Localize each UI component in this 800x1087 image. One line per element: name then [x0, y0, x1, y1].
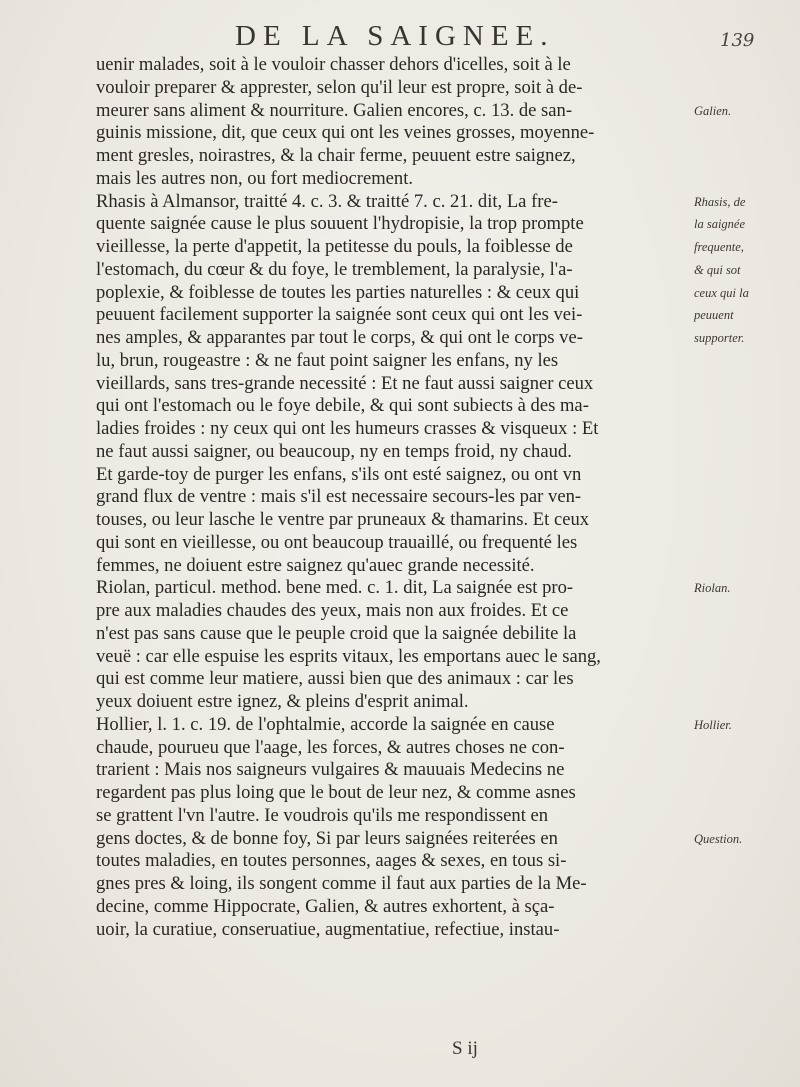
text-line: touses, ou leur lasche le ventre par pruneaux & thamarins. Et ceux [96, 509, 590, 530]
text-line: regardent pas plus loing que le bout de leur nez, & comme asnes [96, 782, 576, 803]
text-line: decine, comme Hippocrate, Galien, & autres exhortent, à sça- [96, 895, 555, 917]
text-line: vieillesse, la perte d'appetit, la petitesse du pouls, la foiblesse de [96, 236, 573, 257]
text-line: femmes, ne doiuent estre saignez qu'auec grande necessité. [96, 554, 535, 576]
signature-mark: S ij [452, 1038, 478, 1059]
margin-note: Hollier. [694, 717, 732, 732]
text-line: lu, brun, rougeastre : & ne faut point saigner les enfans, ny les [96, 349, 559, 371]
text-line: qui ont l'estomach ou le foye debile, & qui sont subiects à des ma- [96, 395, 589, 417]
text-line: Riolan, particul. method. bene med. c. 1. dit, La saignée est pro- [96, 577, 574, 599]
text-line: yeux doiuent estre ignez, & pleins d'esprit animal. [96, 691, 469, 712]
text-line: veuë : car elle espuise les esprits vitaux, les emportans auec le sang, [96, 645, 601, 667]
text-line: gnes pres & loing, ils songent comme il faut aux parties de la Me- [96, 873, 587, 894]
text-line: Rhasis à Almansor, traitté 4. c. 3. & traitté 7. c. 21. dit, La fre- [96, 190, 558, 212]
text-line: poplexie, & foiblesse de toutes les parties naturelles : & ceux qui [96, 281, 580, 303]
margin-note: frequente, [694, 240, 744, 254]
margin-note: & qui sot [694, 262, 741, 277]
text-line: l'estomach, du cœur & du foye, le tremblement, la paralysie, l'a- [96, 258, 573, 280]
margin-note: Question. [694, 831, 743, 846]
text-line: Et garde-toy de purger les enfans, s'ils ont esté saignez, ou ont vn [96, 463, 582, 485]
text-line: grand flux de ventre : mais s'il est necessaire secours-les par ven- [96, 486, 582, 508]
text-line: trarient : Mais nos saigneurs vulgaires & mauuais Medecins ne [96, 759, 565, 781]
text-line: pre aux maladies chaudes des yeux, mais non aux froides. Et ce [96, 600, 569, 621]
text-line: mais les autres non, ou fort mediocrement. [96, 167, 414, 189]
margin-note: supporter. [694, 331, 745, 345]
text-line: qui sont en vieillesse, ou ont beaucoup trauaillé, ou frequenté les [96, 531, 578, 553]
text-line: nes amples, & apparantes par tout le corps, & qui ont le corps ve- [96, 327, 583, 348]
text-line: gens doctes, & de bonne foy, Si par leurs saignées reiterées en [96, 827, 558, 849]
text-line: qui est comme leur matiere, aussi bien que des animaux : car les [96, 668, 574, 690]
text-line: guinis missione, dit, que ceux qui ont les veines grosses, moyenne- [96, 122, 595, 144]
text-line: quente saignée cause le plus souuent l'hydropisie, la trop prompte [96, 213, 584, 235]
running-head: DE LA SAIGNEE. [235, 20, 555, 52]
margin-note: ceux qui la [694, 285, 749, 300]
margin-note: Rhasis, de [694, 194, 746, 209]
text-line: meurer sans aliment & nourriture. Galien encores, c. 13. de san- [96, 99, 573, 121]
text-line: vieillards, sans tres-grande necessité : Et ne faut aussi saigner ceux [96, 372, 594, 394]
text-line: Hollier, l. 1. c. 19. de l'ophtalmie, accorde la saignée en cause [96, 713, 555, 735]
text-line: uenir malades, soit à le vouloir chasser dehors d'icelles, soit à le [96, 54, 571, 75]
text-line: toutes maladies, en toutes personnes, aages & sexes, en tous si- [96, 850, 567, 872]
text-line: ne faut aussi saigner, ou beaucoup, ny en temps froid, ny chaud. [96, 440, 572, 462]
margin-note: Galien. [694, 103, 732, 118]
text-line: se grattent l'vn l'autre. Ie voudrois qu'ils me respondissent en [96, 804, 549, 826]
margin-note: peuuent [694, 308, 734, 323]
text-line: peuuent facilement supporter la saignée sont ceux qui ont les vei- [96, 304, 583, 326]
text-line: vouloir preparer & apprester, selon qu'il leur est propre, soit à de- [96, 76, 583, 98]
margin-note: Riolan. [694, 581, 731, 596]
text-line: ladies froides : ny ceux qui ont les humeurs crasses & visqueux : Et [96, 418, 599, 439]
body-text [96, 54, 692, 941]
page-number: 139 [720, 30, 755, 51]
text-line: ment gresles, noirastres, & la chair ferme, peuuent estre saignez, [96, 145, 576, 166]
margin-note: la saignée [694, 217, 746, 232]
text-line: n'est pas sans cause que le peuple croid que la saignée debilite la [96, 622, 577, 644]
text-line: chaude, pourueu que l'aage, les forces, & autres choses ne con- [96, 736, 565, 758]
text-line: uoir, la curatiue, conseruatiue, augmentatiue, refectiue, instau- [96, 918, 560, 940]
